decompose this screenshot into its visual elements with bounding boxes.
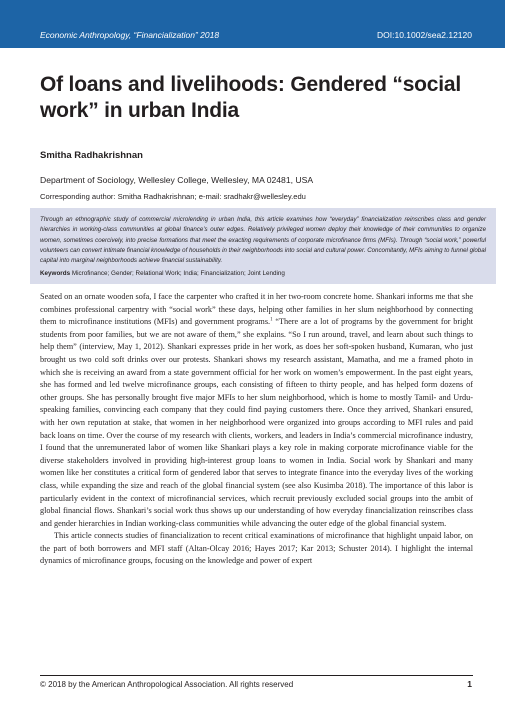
paragraph-text: Seated on an ornate wooden sofa, I face the carpenter who crafted it in her two-room concrete home. Shankari informs me that she combines professional carpentry with “social work” these days, helping other families in her slum neighborhood by connecting them to microfinance institutions (MFIs) and government programs.: [40, 292, 473, 327]
paragraph-text: “There are a lot of programs by the government for bright students from poor families, but we are not aware of them,” she explains. “So I run around, travel, and learn about such things to help them” (interview, May 1, 2012). Shankari expresses pride in her work, as does her soft-spoken husband, Kumaran, who just brought us two cold soft drinks over our protests. Shankari shows my research assistant, Mamatha, and me a framed photo in which she is receiving an award from a state government official for her work on women’s empowerment. In the past eight years, she has formed and led twelve microfinance groups, each consisting of fifteen to thirty people, and has helped form dozens of other groups. She has personally brought five major MFIs to her slum neighborhood, which is home to mostly Tamil- and Urdu-speaking families, convincing each company that they could find paying customers there. Once they arrived, Shankari ensured, with her own reputation at stake, that women in her neighborhood were organized into groups according to MFI rules and paid back loans on time. Over the course of my research with clients, workers, and leaders in India’s commercial microfinance industry, I found that the unremunerated labor of women like Shankari plays a key role in making corporate microfinance viable for the diverse stakeholders involved in providing high-interest group loans to women in India. Social work by Shankari and many women like her constitutes a critical form of gendered labor that serves to integrate finance into the everyday lives of the working class, while expanding the size and reach of the global financial system (see also Kusimba 2018). The importance of this labor is particularly evident in the context of microfinancial services, which recruit previously excluded social groups into the ambit of global financial flows. Shankari’s social work thus shows up our understanding of how everyday financialization reinscribes class and gender hierarchies in Indian working-class communities while advancing the outer edge of the global financial system.: [40, 317, 473, 528]
article-body: [40, 291, 473, 568]
abstract-text: Through an ethnographic study of commercial microlending in urban India, this article examines how “everyday” financialization reinscribes class and gender hierarchies in working-class communities at global finance’s outer edges. Relatively privileged women deploy their knowledge of their communities to organize women, sometimes coercively, into precise formations that meet the exacting requirements of corporate microfinance firms (MFIs). Through “social work,” powerful volunteers can convert intimate financial knowledge of households in their neighborhoods into social and cultural power. Concomitantly, MFIs aiming to funnel global capital into marginal neighborhoods achieve financial sustainability.: [40, 216, 486, 265]
article-title: Of loans and livelihoods: Gendered “social work” in urban India: [40, 73, 462, 122]
body-paragraph: This article connects studies of financialization to recent critical examinations of microfinance that highlight unpaid labor, on the part of both borrowers and MFI staff (Altan-Olcay 2016; Hayes 2017; Kar 2013; Schuster 2014). I highlight the internal dynamics of microfinance groups, focusing on the knowledge and power of expert: [40, 531, 473, 566]
author-name: Smitha Radhakrishnan: [40, 150, 143, 161]
journal-header-bar: [0, 0, 505, 48]
footnote-marker[interactable]: 1: [270, 317, 273, 323]
keywords-label: Keywords: [40, 270, 71, 278]
author-affiliation: Department of Sociology, Wellesley College, Wellesley, MA 02481, USA: [40, 175, 314, 185]
footer-divider: [40, 675, 473, 676]
corresponding-author: Corresponding author: Smitha Radhakrishnan; e-mail: sradhakr@wellesley.edu: [40, 192, 306, 201]
keywords-line: [40, 269, 486, 279]
doi-label: DOI:10.1002/sea2.12120: [377, 30, 472, 40]
page-number: 1: [467, 679, 472, 689]
copyright-notice: © 2018 by the American Anthropological Association. All rights reserved: [40, 680, 294, 689]
keywords-list: Microfinance; Gender; Relational Work; India; Financialization; Joint Lending: [71, 270, 285, 278]
body-paragraph: [40, 291, 473, 530]
journal-citation: Economic Anthropology, “Financialization” 2018: [40, 30, 220, 40]
abstract-box: [30, 208, 496, 284]
